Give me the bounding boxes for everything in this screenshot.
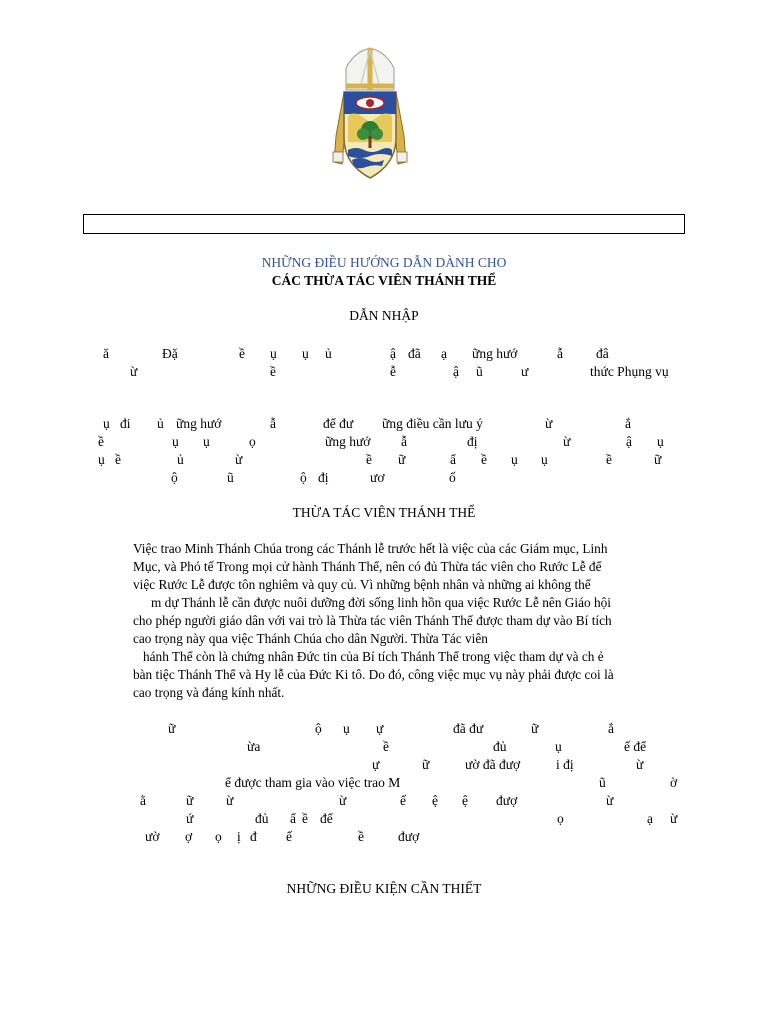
text-fragment: ững hướ (176, 416, 222, 431)
text-fragment: ữ (168, 721, 176, 736)
intro-heading: DẪN NHẬP (349, 308, 419, 323)
text-fragment: đã (408, 346, 421, 361)
text-fragment: ọ (215, 829, 222, 844)
text-fragment: ữ (398, 452, 406, 467)
text-fragment: ừ (339, 793, 347, 808)
paragraph-line: cao trọng này qua việc Thánh Chúa cho dân Người. Thừa Tác viên (133, 631, 488, 646)
page-title-line1: NHỮNG ĐIỀU HƯỚNG DẪN DÀNH CHO (261, 255, 507, 270)
text-fragment: ữ (422, 757, 430, 772)
text-fragment: ẩ (450, 452, 456, 467)
text-fragment: ề (606, 452, 612, 467)
text-fragment: ề (270, 364, 276, 379)
text-fragment: ố (449, 470, 456, 485)
text-fragment: ủ (157, 416, 164, 431)
text-fragment: ạ (441, 346, 447, 361)
paragraph-line: m dự Thánh lễ cần được nuôi dưỡng đời sống linh hồn qua việc Rước Lễ nên Giáo hội (151, 595, 611, 610)
text-fragment: đị (318, 470, 329, 485)
paragraph-line: bàn tiệc Thánh Thể và Hy lễ của Đức Ki tô. Do đó, công việc mục vụ này phải được coi là (133, 667, 614, 682)
text-fragment: ự (372, 757, 380, 772)
text-fragment: ừ (235, 452, 243, 467)
text-fragment: ề (481, 452, 487, 467)
text-fragment: ắ (608, 721, 614, 736)
text-fragment: i đị (556, 757, 574, 772)
text-fragment: ủ (325, 346, 332, 361)
text-fragment: ề (366, 452, 372, 467)
text-fragment: đi (120, 416, 131, 431)
text-fragment: ậ (453, 364, 459, 379)
text-fragment: ề (115, 452, 121, 467)
text-fragment: ứ (186, 811, 194, 826)
text-fragment: đủ (255, 811, 269, 826)
text-fragment: ư (521, 364, 529, 379)
text-fragment: ộ (171, 470, 178, 485)
text-fragment: ụ (172, 434, 179, 449)
text-fragment: ằ (140, 793, 146, 808)
text-fragment: đâ (596, 346, 609, 361)
paragraph-line: cao trọng và đáng kính nhất. (133, 685, 285, 700)
text-fragment: ừa (247, 739, 261, 754)
text-fragment: ừ (670, 811, 678, 826)
text-fragment: ững hướ (472, 346, 518, 361)
text-fragment: đã đư (453, 721, 484, 736)
text-fragment: ợ (185, 829, 193, 844)
text-fragment: ệ (462, 793, 468, 808)
text-fragment: ụ (657, 434, 664, 449)
text-fragment: đượ (496, 793, 518, 808)
text-fragment: ừ (130, 364, 138, 379)
text-fragment: Đặ (162, 346, 178, 361)
text-fragment: ườ (145, 829, 160, 844)
text-fragment: ũ (599, 775, 606, 790)
text-fragment: ụ (555, 739, 562, 754)
text-fragment: ững hướ (325, 434, 371, 449)
text-fragment: ậ (390, 346, 396, 361)
text-fragment: ế (286, 829, 292, 844)
text-fragment: đị (467, 434, 478, 449)
text-fragment: đượ (398, 829, 420, 844)
paragraph-line: hánh Thể còn là chứng nhân Đức tin của Bí tích Thánh Thể trong việc tham dự và ch ẻ (143, 649, 604, 664)
text-fragment: ọ (557, 811, 564, 826)
text-fragment: ọ (249, 434, 256, 449)
text-fragment: ề (358, 829, 364, 844)
text-fragment: ụ (270, 346, 277, 361)
text-fragment: ă (103, 346, 109, 361)
text-fragment: ự (376, 721, 384, 736)
text-fragment: ừ (606, 793, 614, 808)
text-fragment: ẩ (290, 811, 296, 826)
text-fragment: ậ (626, 434, 632, 449)
text-fragment: ộ (315, 721, 322, 736)
text-fragment: ề (383, 739, 389, 754)
paragraph-line: việc Rước Lễ được tôn nghiêm và quy củ. Vì những bệnh nhân và những ai không thể (133, 577, 591, 592)
section-heading-ministers: THỪA TÁC VIÊN THÁNH THỂ (292, 505, 476, 520)
text-fragment: ũ (227, 470, 234, 485)
text-fragment: ườ đã đượ (465, 757, 521, 772)
text-fragment: ụ (302, 346, 309, 361)
text-fragment: ừ (226, 793, 234, 808)
section-heading-requirements: NHỮNG ĐIỀU KIỆN CẦN THIẾT (286, 881, 482, 896)
text-fragment: ụ (343, 721, 350, 736)
text-fragment: ạ (647, 811, 653, 826)
text-fragment: ắ (625, 416, 631, 431)
text-fragment: ữ (654, 452, 662, 467)
text-fragment: ừ (563, 434, 571, 449)
text-fragment: ữ (186, 793, 194, 808)
text-fragment: ụ (98, 452, 105, 467)
text-fragment: ẫ (557, 346, 563, 361)
text-fragment: ụ (511, 452, 518, 467)
text-fragment: ữ (531, 721, 539, 736)
text-fragment: ừ (636, 757, 644, 772)
text-fragment: để (320, 811, 333, 826)
text-fragment: ệ (432, 793, 438, 808)
page-title-line2: CÁC THỪA TÁC VIÊN THÁNH THỂ (271, 273, 497, 288)
diocese-crest-icon (330, 46, 410, 180)
text-fragment: ế (400, 793, 406, 808)
text-fragment: đ (250, 829, 257, 844)
text-fragment: ế để (624, 739, 647, 754)
text-fragment: ễ (390, 364, 396, 379)
text-fragment: ụ (203, 434, 210, 449)
paragraph-line: Mục, và Phó tế Trong mọi cử hành Thánh Thể, nên có đủ Thừa tác viên cho Rước Lễ để (133, 559, 602, 574)
text-fragment: ẫ (401, 434, 407, 449)
text-fragment: ị (237, 829, 241, 844)
text-fragment: ươ (370, 470, 385, 485)
text-fragment: ộ (300, 470, 307, 485)
text-fragment: để đư (323, 416, 354, 431)
text-fragment: ũ (476, 364, 483, 379)
ministers-paragraph (133, 540, 693, 702)
text-fragment: ể được tham gia vào việc trao M (225, 775, 401, 790)
paragraph-line: cho phép người giáo dân với vai trò là Thừa tác viên Thánh Thể được tham dự vào Bí tích (133, 613, 612, 628)
text-fragment: đủ (493, 739, 507, 754)
text-fragment: ụ (103, 416, 110, 431)
text-fragment: ừ (545, 416, 553, 431)
paragraph-line: Việc trao Minh Thánh Chúa trong các Thánh lễ trước hết là việc của các Giám mục, Linh (133, 541, 608, 556)
text-fragment: ề (98, 434, 104, 449)
text-fragment: ề (239, 346, 245, 361)
text-fragment: ề (302, 811, 308, 826)
text-fragment: ủ (177, 452, 184, 467)
text-fragment: ẫ (270, 416, 276, 431)
text-fragment: thức Phụng vụ (590, 364, 669, 379)
empty-header-box (83, 214, 685, 234)
text-fragment: ờ (670, 775, 678, 790)
text-fragment: ụ (541, 452, 548, 467)
text-fragment: ững điều cần lưu ý (382, 416, 483, 431)
